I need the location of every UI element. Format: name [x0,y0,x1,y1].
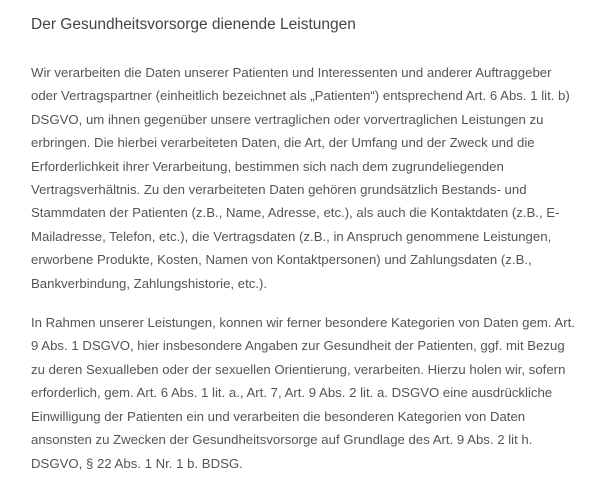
paragraph-special-categories: In Rahmen unserer Leistungen, konnen wir ferner besondere Kategorien von Daten gem. Art. 9 Abs. 1 DSGVO, hier insbesondere Angaben zur Gesundheit der Patienten, ggf. mit Bezug zu deren Sexualleben oder der sexuellen Orientierung, verarbeiten. Hierzu holen wir, sofern erforderlich, gem. Art. 6 Abs. 1 lit. a., Art. 7, Art. 9 Abs. 2 lit. a. DSGVO eine ausdrückliche Einwilligung der Patienten ein und verarbeiten die besonderen Kategorien von Daten ansonsten zu Zwecken der Gesundheitsvorsorge auf Grundlage des Art. 9 Abs. 2 lit h. DSGVO, § 22 Abs. 1 Nr. 1 b. BDSG. [31,315,575,471]
section-heading: Der Gesundheitsvorsorge dienende Leistungen [31,16,356,33]
paragraph-service-data: Wir verarbeiten die Daten unserer Patienten und Interessenten und anderer Auftraggeber oder Vertragspartner (einheitlich bezeichnet als „Patienten“) entsprechend Art. 6 Abs. 1 lit. b) DSGVO, um ihnen gegenüber unsere vertraglichen oder vorvertraglichen Leistungen zu erbringen. Die hierbei verarbeiteten Daten, die Art, der Umfang und der Zweck und die Erforderlichkeit ihrer Verarbeitung, bestimmen sich nach dem zugrundeliegenden Vertragsverhältnis. Zu den verarbeiteten Daten gehören grundsätzlich Bestands- und Stammdaten der Patienten (z.B., Name, Adresse, etc.), als auch die Kontaktdaten (z.B., E-Mailadresse, Telefon, etc.), die Vertragsdaten (z.B., in Anspruch genommene Leistungen, erworbene Produkte, Kosten, Namen von Kontaktpersonen) und Zahlungsdaten (z.B., Bankverbindung, Zahlungshistorie, etc.). [31,65,570,291]
